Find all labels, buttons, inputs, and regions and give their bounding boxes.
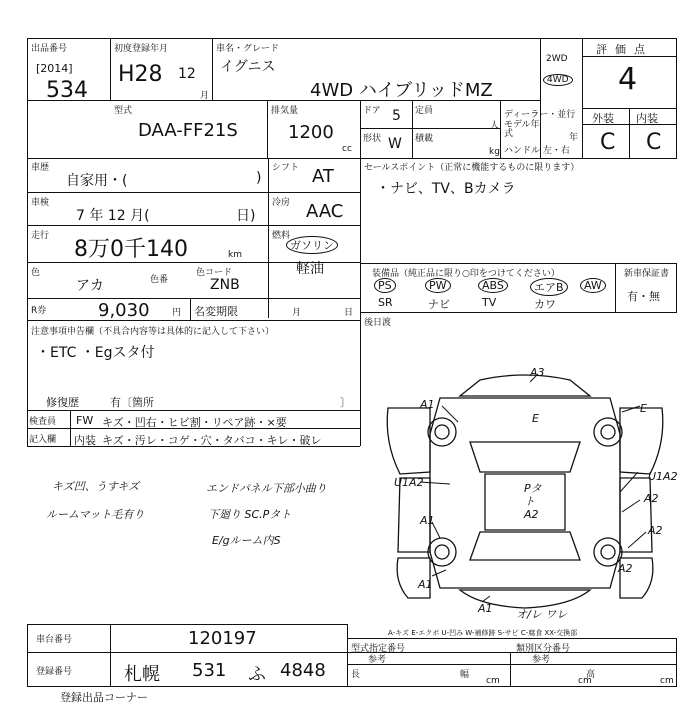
reg-number: 4848 <box>280 660 326 681</box>
equip-tv: TV <box>482 296 497 309</box>
width-label: 幅 <box>460 670 470 680</box>
lot-label: 出品番号 <box>31 44 68 54</box>
year-tag: [2014] <box>36 62 73 75</box>
repair-value: 有〔箇所 <box>110 396 154 409</box>
repair-label: 修復歴 <box>46 396 79 409</box>
month-unit: 月 <box>200 91 210 101</box>
reg-class: 531 <box>192 660 227 681</box>
width-unit: cm <box>578 676 592 686</box>
capacity-label: 定員 <box>415 106 434 116</box>
equip-aw: AW <box>580 278 606 293</box>
shape: W <box>388 136 402 152</box>
warranty-value: 有・無 <box>627 290 660 303</box>
lot-number: 534 <box>46 78 88 103</box>
mark-a3: A3 <box>530 366 545 379</box>
person-unit: 人 <box>490 121 500 131</box>
model-label: 型式 <box>114 106 133 116</box>
dealer-label: ディーラー・並行 <box>504 110 576 120</box>
remark-1: キズ凹、うすキズ <box>52 480 140 493</box>
remark-5: E/gルーム内S <box>212 534 281 547</box>
category-ref: 参考 <box>532 655 551 665</box>
interior-grade: C <box>646 130 662 155</box>
cc-unit: cc <box>342 144 352 154</box>
form-spec-label: 型式指定番号 <box>351 644 406 654</box>
dealer-bottom: 登録出品コーナー <box>60 691 148 704</box>
recycle-label: R券 <box>31 306 47 316</box>
name-change-label: 名変期限 <box>194 305 238 318</box>
doors: 5 <box>392 108 401 124</box>
equip-pw: PW <box>425 278 451 293</box>
color-code-label: 色コード <box>196 268 233 278</box>
inspection-value: 7 年 12 月( <box>76 208 150 224</box>
yen-unit: 円 <box>172 308 182 318</box>
mark-a1-bumper: A1 <box>478 602 493 615</box>
sales-points-label: セールスポイント（正常に機能するものに限ります） <box>364 163 580 173</box>
shape-label: 形状 <box>363 134 382 144</box>
sales-points-items: ・ナビ、TV、Bカメラ <box>376 181 516 197</box>
history-close: ) <box>256 170 262 186</box>
equip-leather: カワ <box>534 298 556 311</box>
reg-label: 登録番号 <box>36 667 73 677</box>
color-label: 色 <box>31 268 41 278</box>
model-year-label: モデル年式 <box>504 120 540 139</box>
interior-label: 内装 <box>636 112 658 125</box>
model: DAA-FF21S <box>138 120 238 141</box>
history-value: 自家用・( <box>66 173 128 189</box>
eval-label: 評価点 <box>596 43 653 56</box>
checker-label: 検査員 <box>29 417 57 427</box>
color-value: アカ <box>76 278 104 294</box>
equip-airbag: エアB <box>530 278 568 296</box>
history-label: 車歴 <box>31 163 50 173</box>
color-no-label: 色番 <box>150 275 169 285</box>
displacement-label: 排気量 <box>271 106 299 116</box>
shift-label: シフト <box>272 163 300 173</box>
eval-score: 4 <box>618 62 638 97</box>
equip-navi: ナビ <box>428 298 450 311</box>
form-spec-ref: 参考 <box>368 655 387 665</box>
mark-a2-right-1: A2 <box>644 492 659 505</box>
row1-head: FW <box>76 414 94 427</box>
mileage-label: 走行 <box>31 231 50 241</box>
mark-a2-right-2: A2 <box>648 524 663 537</box>
mark-a1-left: A1 <box>420 514 435 527</box>
car-name: イグニス <box>220 59 276 75</box>
fuel-diesel: 軽油 <box>296 261 324 277</box>
reg-kana: ふ <box>248 664 266 685</box>
displacement: 1200 <box>288 122 334 143</box>
door-label: ドア <box>363 106 381 116</box>
mark-a1-front: A1 <box>420 398 435 411</box>
mark-c-right: A2 <box>618 562 633 575</box>
mark-u1a2-right: U1A2 <box>648 470 678 483</box>
first-reg-month: 12 <box>178 66 196 82</box>
chassis-number: 120197 <box>188 628 257 649</box>
exterior-label: 外装 <box>592 112 614 125</box>
height-unit: cm <box>660 676 674 686</box>
length-label: 長 <box>351 670 361 680</box>
mark-u1a2-left: U1A2 <box>394 476 424 489</box>
mark-e-hood: E <box>532 412 539 425</box>
handle-label: ハンドル 左・右 <box>504 146 570 156</box>
reg-city: 札幌 <box>124 664 160 685</box>
drive-2wd: 2WD <box>546 54 568 64</box>
declaration-label: 注意事項申告欄（不具合内容等は具体的に記入して下さい） <box>31 327 275 337</box>
exterior-grade: C <box>600 130 616 155</box>
color-code: ZNB <box>210 277 240 293</box>
kg-unit: kg <box>489 147 500 157</box>
rear-seat-label: 後日渡 <box>364 318 392 328</box>
height-label: 高 <box>586 670 596 680</box>
name-change-month: 月 <box>292 308 302 318</box>
grade: 4WD ハイブリッドMZ <box>310 80 493 101</box>
mark-a1-rear: A1 <box>418 578 433 591</box>
equipment-label: 装備品（純正品に限り○印をつけてください） <box>372 269 560 279</box>
equip-sr: SR <box>378 296 393 309</box>
first-reg-era: H28 <box>118 62 163 87</box>
ac-label: 冷房 <box>272 198 291 208</box>
repair-close: 〕 <box>340 396 351 409</box>
row1-items: キズ・凹右・ヒビ割・リペア跡・×要 <box>102 416 287 429</box>
mileage-value: 8万0千140 <box>74 237 188 262</box>
drive-4wd: 4WD <box>543 74 573 86</box>
remark-3: エンドパネル下部小曲り <box>206 482 327 495</box>
shift: AT <box>312 166 334 187</box>
warranty-label: 新車保証書 <box>624 269 670 279</box>
mark-e-right: E <box>640 402 647 415</box>
ac: AAC <box>306 201 344 222</box>
length-unit: cm <box>486 676 500 686</box>
recycle-value: 9,030 <box>98 300 150 321</box>
first-reg-label: 初度登録年月 <box>114 44 169 54</box>
declaration-text: ・ETC ・Egスタ付 <box>36 345 155 361</box>
name-label: 車名・グレード <box>216 44 280 54</box>
row2-items: キズ・汚レ・コゲ・穴・タバコ・キレ・破レ <box>102 434 322 447</box>
name-change-day: 日 <box>344 308 354 318</box>
inspection-label: 車検 <box>31 198 50 208</box>
equip-abs: ABS <box>478 278 508 293</box>
fuel-label: 燃料 <box>272 231 291 241</box>
remark-4: 下廻り SC.Pタト <box>208 508 292 521</box>
equip-ps: PS <box>374 278 396 293</box>
damage-legend: A-キズ E-エクボ U-凹み W-補修跡 S-サビ C-腐食 XX-交換部 <box>388 629 578 637</box>
km-unit: km <box>228 250 242 260</box>
year-unit: 年 <box>569 133 579 143</box>
mark-roof: Pタト A2 <box>524 482 542 521</box>
inspection-close: 日) <box>236 208 256 224</box>
chassis-label: 車台番号 <box>36 635 73 645</box>
entry-label: 記入欄 <box>29 435 57 445</box>
mark-rear-crack: オ/レ ワレ <box>516 608 568 621</box>
remark-2: ルームマット毛有り <box>46 508 145 521</box>
load-label: 積載 <box>415 134 434 144</box>
category-label: 類別区分番号 <box>516 644 571 654</box>
row2-head: 内装 <box>74 434 96 447</box>
fuel-gas: ガソリン <box>286 236 338 254</box>
